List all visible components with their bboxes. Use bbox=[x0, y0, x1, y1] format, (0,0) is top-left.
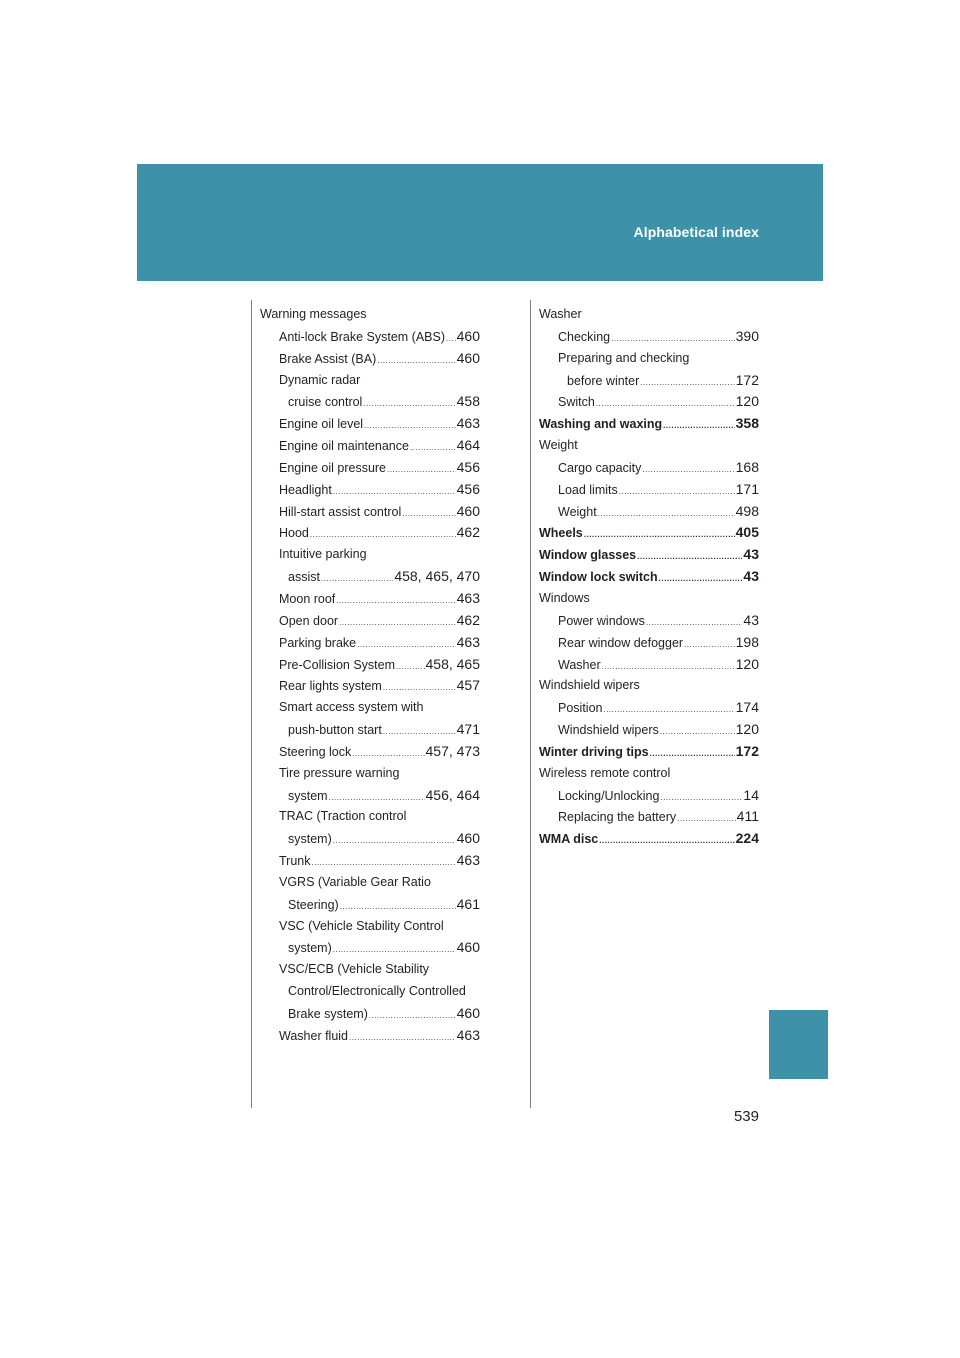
dot-leader bbox=[383, 721, 456, 743]
index-entry-pages: 460 bbox=[456, 830, 480, 847]
index-entry bbox=[539, 719, 759, 741]
index-entry-pages: 411 bbox=[736, 808, 759, 825]
index-entry-text: Window lock switch bbox=[539, 570, 658, 585]
index-entry-pages: 463 bbox=[456, 852, 480, 869]
dot-leader bbox=[329, 787, 425, 809]
index-entry-text: VGRS (Variable Gear Ratio bbox=[279, 874, 431, 889]
index-entry bbox=[260, 741, 480, 763]
index-entry bbox=[539, 370, 759, 392]
index-column-right bbox=[539, 304, 759, 850]
index-entry-text: Cargo capacity bbox=[558, 460, 642, 475]
index-entry-pages: 457 bbox=[456, 677, 480, 694]
index-entry bbox=[539, 413, 759, 435]
dot-leader bbox=[602, 656, 735, 678]
index-entry-pages: 463 bbox=[456, 633, 480, 650]
dot-leader bbox=[383, 677, 456, 699]
thumb-tab bbox=[769, 1010, 828, 1079]
index-entry-text: Pre-Collision System bbox=[279, 657, 396, 672]
dot-leader bbox=[637, 546, 742, 568]
index-entry-pages: 457, 473 bbox=[425, 742, 480, 759]
index-entry-text: Replacing the battery bbox=[558, 810, 677, 825]
index-entry bbox=[260, 675, 480, 697]
index-entry-text: TRAC (Traction control bbox=[279, 809, 407, 824]
index-entry-pages: 460 bbox=[456, 939, 480, 956]
index-entry bbox=[260, 522, 480, 544]
index-entry-text: Steering lock bbox=[279, 744, 352, 759]
index-entry-pages: 460 bbox=[456, 1005, 480, 1021]
index-entry bbox=[539, 610, 759, 632]
index-entry bbox=[260, 1003, 480, 1025]
index-entry-text: Warning messages bbox=[260, 307, 367, 321]
index-entry bbox=[260, 872, 480, 894]
dot-leader bbox=[333, 481, 456, 503]
index-entry bbox=[260, 850, 480, 872]
index-entry-text: Switch bbox=[558, 395, 595, 410]
dot-leader bbox=[377, 350, 455, 372]
index-entry bbox=[260, 654, 480, 676]
index-entry-text: Position bbox=[558, 701, 603, 716]
dot-leader bbox=[340, 896, 456, 918]
index-entry bbox=[539, 828, 759, 850]
index-entry-text: Headlight bbox=[279, 482, 332, 497]
dot-leader bbox=[650, 743, 735, 765]
index-entry bbox=[539, 522, 759, 544]
index-entry bbox=[260, 763, 480, 785]
index-entry bbox=[260, 828, 480, 850]
index-entry bbox=[539, 544, 759, 566]
index-entry bbox=[539, 588, 759, 610]
index-entry-text: Wheels bbox=[539, 526, 583, 541]
index-entry bbox=[539, 391, 759, 413]
index-entry bbox=[260, 959, 480, 981]
index-entry-pages: 168 bbox=[735, 458, 759, 475]
index-entry bbox=[260, 1025, 480, 1047]
index-entry-text: cruise control bbox=[288, 395, 363, 410]
dot-leader bbox=[646, 612, 743, 634]
index-entry-text: Power windows bbox=[558, 613, 645, 628]
right-column-rule bbox=[530, 300, 531, 1108]
index-entry-text: Brake Assist (BA) bbox=[279, 351, 377, 366]
index-entry-pages: 224 bbox=[735, 830, 759, 847]
index-entry bbox=[260, 501, 480, 523]
index-entry-text: Washer bbox=[539, 307, 582, 321]
index-entry-pages: 461 bbox=[456, 895, 480, 912]
index-entry-pages: 456 bbox=[456, 458, 480, 475]
index-entry-text: Weight bbox=[539, 438, 578, 453]
index-entry-pages: 172 bbox=[735, 371, 759, 388]
index-entry-text: push-button start bbox=[288, 723, 382, 738]
index-entry-text: Dynamic radar bbox=[279, 372, 361, 387]
dot-leader bbox=[336, 590, 455, 612]
index-entry-pages: 358 bbox=[735, 415, 759, 432]
index-entry-pages: 171 bbox=[735, 480, 759, 497]
index-entry-text: Tire pressure warning bbox=[279, 765, 400, 780]
index-entry-text: Window glasses bbox=[539, 548, 637, 563]
index-entry bbox=[260, 544, 480, 566]
page-number: 539 bbox=[733, 1108, 759, 1125]
dot-leader bbox=[396, 656, 424, 678]
index-entry-text: system bbox=[288, 788, 328, 803]
index-entry bbox=[260, 413, 480, 435]
index-entry-text: Washer bbox=[558, 657, 601, 672]
index-entry-pages: 471 bbox=[456, 721, 480, 738]
index-entry bbox=[539, 501, 759, 523]
index-entry bbox=[539, 785, 759, 807]
index-entry-text: Rear window defogger bbox=[558, 635, 684, 650]
index-entry-pages: 460 bbox=[456, 327, 480, 344]
index-entry-text: Weight bbox=[558, 504, 597, 519]
dot-leader bbox=[363, 393, 455, 415]
index-entry bbox=[539, 763, 759, 785]
index-entry bbox=[260, 610, 480, 632]
index-entry bbox=[539, 632, 759, 654]
dot-leader bbox=[352, 743, 424, 765]
index-entry-pages: 460 bbox=[456, 349, 480, 366]
index-entry-pages: 464 bbox=[456, 437, 480, 454]
index-entry-pages: 43 bbox=[743, 546, 759, 563]
index-entry bbox=[260, 304, 480, 326]
index-entry-pages: 174 bbox=[735, 699, 759, 716]
dot-leader bbox=[596, 393, 735, 415]
dot-leader bbox=[660, 787, 742, 809]
index-entry-text: Open door bbox=[279, 613, 339, 628]
index-entry-text: Wireless remote control bbox=[539, 765, 671, 780]
index-entry-text: Winter driving tips bbox=[539, 744, 649, 759]
index-entry-pages: 458 bbox=[456, 393, 480, 410]
index-entry bbox=[539, 326, 759, 348]
index-entry-text: system) bbox=[288, 832, 332, 847]
index-entry bbox=[539, 304, 759, 326]
dot-leader bbox=[684, 634, 735, 656]
index-entry bbox=[539, 697, 759, 719]
dot-leader bbox=[659, 568, 743, 590]
index-entry-pages: 198 bbox=[735, 633, 759, 650]
index-entry-text: Engine oil pressure bbox=[279, 460, 387, 475]
index-entry bbox=[260, 806, 480, 828]
index-entry-text: assist bbox=[288, 570, 320, 585]
index-entry bbox=[539, 566, 759, 588]
dot-leader bbox=[598, 503, 735, 525]
index-entry-pages: 458, 465, 470 bbox=[394, 568, 480, 585]
index-entry-text: Moon roof bbox=[279, 591, 336, 606]
index-entry bbox=[260, 719, 480, 741]
index-entry-pages: 463 bbox=[456, 1026, 480, 1043]
dot-leader bbox=[333, 939, 456, 961]
index-entry-text: Smart access system with bbox=[279, 700, 424, 715]
index-entry-text: VSC (Vehicle Stability Control bbox=[279, 918, 444, 933]
index-entry bbox=[539, 675, 759, 697]
dot-leader bbox=[402, 503, 455, 525]
index-entry bbox=[260, 457, 480, 479]
index-entry bbox=[260, 326, 480, 348]
dot-leader bbox=[619, 481, 735, 503]
index-entry bbox=[260, 588, 480, 610]
dot-leader bbox=[660, 721, 735, 743]
dot-leader bbox=[446, 328, 456, 350]
index-entry-text: Hood bbox=[279, 526, 309, 541]
index-entry-text: Preparing and checking bbox=[558, 350, 690, 365]
index-entry bbox=[260, 697, 480, 719]
index-entry bbox=[539, 654, 759, 676]
index-entry bbox=[539, 348, 759, 370]
index-entry-pages: 120 bbox=[735, 393, 759, 410]
index-column-left bbox=[260, 304, 480, 1047]
dot-leader bbox=[364, 415, 456, 437]
index-entry-text: Engine oil maintenance bbox=[279, 439, 409, 454]
index-entry-text: VSC/ECB (Vehicle Stability bbox=[279, 962, 430, 977]
dot-leader bbox=[321, 568, 393, 590]
index-entry-text: Control/Electronically Controlled bbox=[288, 984, 466, 999]
index-entry-pages: 462 bbox=[456, 524, 480, 541]
dot-leader bbox=[349, 1027, 456, 1049]
index-entry bbox=[260, 370, 480, 392]
dot-leader bbox=[642, 459, 734, 481]
dot-leader bbox=[584, 524, 735, 546]
index-entry-text: Load limits bbox=[558, 482, 618, 497]
dot-leader bbox=[611, 328, 735, 350]
index-entry-text: Locking/Unlocking bbox=[558, 788, 660, 803]
index-entry-text: Anti-lock Brake System (ABS) bbox=[279, 329, 446, 344]
index-entry-pages: 460 bbox=[456, 502, 480, 519]
index-entry-pages: 172 bbox=[735, 742, 759, 759]
dot-leader bbox=[333, 830, 456, 852]
index-entry-text: Checking bbox=[558, 329, 611, 344]
index-entry-text: Windshield wipers bbox=[539, 678, 640, 693]
index-entry bbox=[260, 937, 480, 959]
dot-leader bbox=[310, 524, 456, 546]
index-entry-text: Hill-start assist control bbox=[279, 504, 402, 519]
index-entry-pages: 462 bbox=[456, 611, 480, 628]
left-column-rule bbox=[251, 300, 252, 1108]
index-entry-text: Steering) bbox=[288, 897, 339, 912]
dot-leader bbox=[677, 808, 736, 830]
dot-leader bbox=[387, 459, 456, 481]
index-entry-text: Brake system) bbox=[288, 1007, 368, 1021]
index-entry bbox=[539, 479, 759, 501]
index-entry-pages: 43 bbox=[743, 568, 759, 585]
section-title: Alphabetical index bbox=[633, 224, 759, 240]
index-entry-text: Engine oil level bbox=[279, 417, 364, 432]
header-band bbox=[137, 164, 823, 281]
index-entry bbox=[539, 435, 759, 457]
dot-leader bbox=[640, 372, 734, 394]
index-entry-pages: 456 bbox=[456, 480, 480, 497]
index-entry-pages: 120 bbox=[735, 655, 759, 672]
index-entry-text: Windshield wipers bbox=[558, 723, 659, 738]
index-entry-text: before winter bbox=[567, 373, 640, 388]
index-entry-text: Washer fluid bbox=[279, 1028, 349, 1043]
index-entry-pages: 14 bbox=[743, 786, 759, 803]
dot-leader bbox=[603, 699, 734, 721]
index-entry-text: system) bbox=[288, 941, 332, 956]
index-entry-pages: 456, 464 bbox=[425, 786, 480, 803]
dot-leader bbox=[357, 634, 456, 656]
index-entry-text: Parking brake bbox=[279, 635, 357, 650]
index-entry-pages: 458, 465 bbox=[425, 655, 480, 672]
index-entry-pages: 120 bbox=[735, 721, 759, 738]
dot-leader bbox=[663, 415, 734, 437]
index-entry-pages: 463 bbox=[456, 589, 480, 606]
index-entry bbox=[260, 348, 480, 370]
index-entry-text: Windows bbox=[539, 590, 590, 605]
dot-leader bbox=[410, 437, 456, 459]
index-entry bbox=[539, 741, 759, 763]
dot-leader bbox=[339, 612, 456, 634]
index-entry-pages: 405 bbox=[735, 524, 759, 541]
index-entry bbox=[260, 391, 480, 413]
index-entry bbox=[260, 785, 480, 807]
index-entry bbox=[539, 806, 759, 828]
dot-leader bbox=[369, 1005, 456, 1027]
index-entry-text: WMA disc bbox=[539, 832, 599, 847]
index-entry bbox=[539, 457, 759, 479]
index-entry bbox=[260, 479, 480, 501]
index-entry-text: Rear lights system bbox=[279, 679, 382, 694]
index-entry bbox=[260, 894, 480, 916]
index-entry-pages: 463 bbox=[456, 415, 480, 432]
index-entry bbox=[260, 916, 480, 938]
index-entry bbox=[260, 566, 480, 588]
index-entry-text: Trunk bbox=[279, 854, 311, 869]
index-entry-pages: 390 bbox=[735, 327, 759, 344]
index-entry-text: Washing and waxing bbox=[539, 417, 663, 432]
index-entry-text: Intuitive parking bbox=[279, 547, 367, 562]
index-entry bbox=[260, 632, 480, 654]
dot-leader bbox=[599, 830, 734, 852]
index-entry bbox=[260, 435, 480, 457]
index-entry bbox=[260, 981, 480, 1003]
index-entry-pages: 498 bbox=[735, 502, 759, 519]
dot-leader bbox=[312, 852, 456, 874]
index-entry-pages: 43 bbox=[743, 611, 759, 628]
